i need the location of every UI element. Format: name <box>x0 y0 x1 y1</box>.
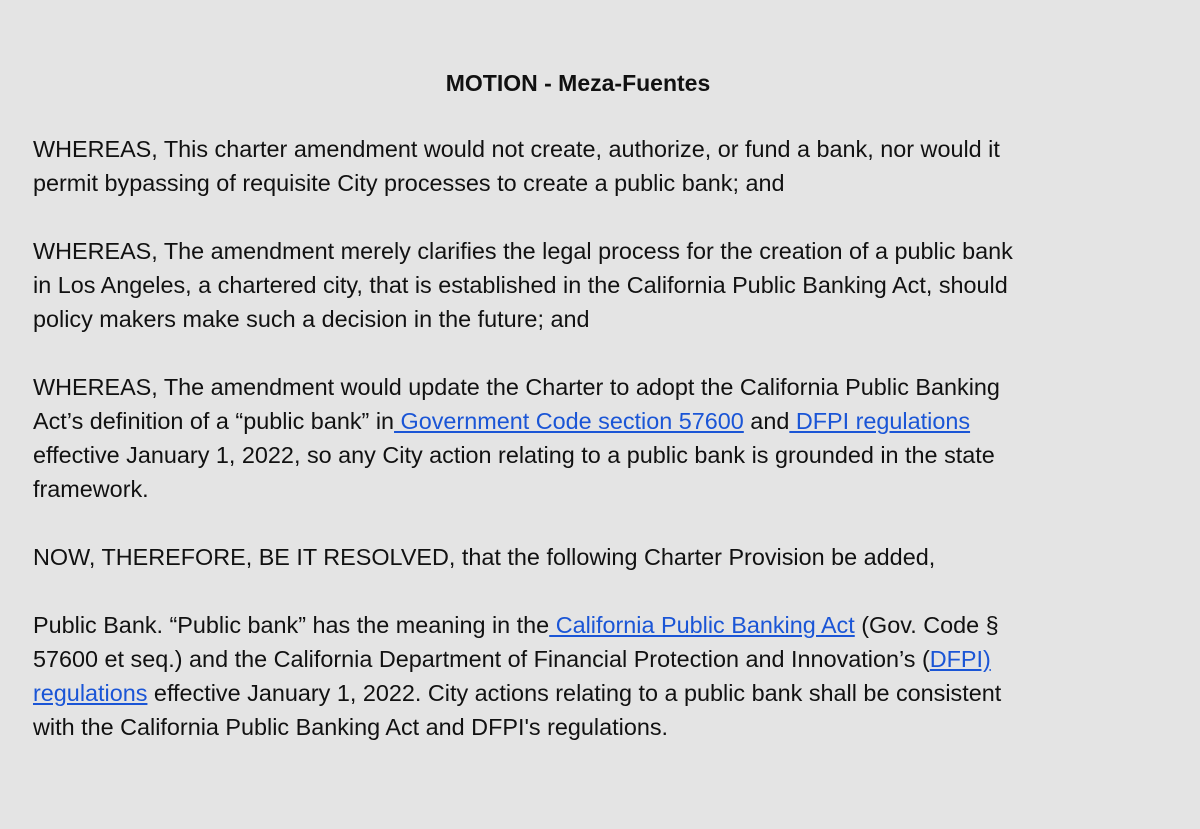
government-code-link[interactable]: Government Code section 57600 <box>394 408 744 434</box>
paragraph-3-text-between: and <box>743 408 790 434</box>
motion-title: MOTION - Meza-Fuentes <box>445 70 711 96</box>
dfpi-regulations-link-2[interactable]: DFPI) regulations <box>33 646 991 706</box>
paragraph-5-text-end: effective January 1, 2022. City actions relating to a public bank shall be consistent with the California Public Banking Act and DFPI's regulations. <box>33 680 1002 740</box>
public-bank-provision <box>33 608 1143 744</box>
paragraph-3-text-start: WHEREAS, The amendment would update the Charter to adopt the California Public Banking Act’s definition of a “public bank” in <box>33 374 1000 434</box>
motion-body <box>33 132 1143 778</box>
resolved-paragraph: NOW, THEREFORE, BE IT RESOLVED, that the following Charter Provision be added, <box>33 544 936 570</box>
california-public-banking-act-link[interactable]: California Public Banking Act <box>549 612 855 638</box>
paragraph-5-text-start: Public Bank. “Public bank” has the meaning in the <box>33 612 550 638</box>
whereas-paragraph-1: WHEREAS, This charter amendment would not create, authorize, or fund a bank, nor would it permit bypassing of requisite City processes to create a public bank; and <box>33 136 1000 196</box>
dfpi-regulations-link[interactable]: DFPI regulations <box>789 408 971 434</box>
whereas-paragraph-2: WHEREAS, The amendment merely clarifies the legal process for the creation of a public bank in Los Angeles, a chartered city, that is established in the California Public Banking Act, should policy makers make such a decision in the future; and <box>33 238 1013 332</box>
whereas-paragraph-3 <box>33 370 1143 506</box>
paragraph-5-text-mid: (Gov. Code § 57600 et seq.) and the California Department of Financial Protection and Innovation’s ( <box>33 612 999 672</box>
paragraph-3-text-end: effective January 1, 2022, so any City action relating to a public bank is grounded in the state framework. <box>33 442 995 502</box>
